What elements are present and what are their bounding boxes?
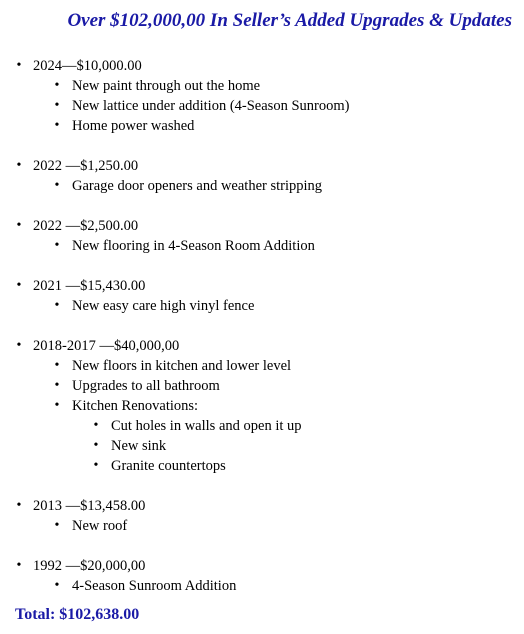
upgrade-item [0, 296, 524, 316]
year-entry [0, 276, 524, 316]
bullet-icon: • [54, 378, 60, 393]
renovation-detail-line [0, 456, 524, 476]
bullet-icon: • [54, 118, 60, 133]
bullet-icon: • [54, 178, 60, 193]
bullet-icon: • [54, 298, 60, 313]
bullet-icon: • [16, 558, 22, 573]
year-entry [0, 336, 524, 476]
upgrade-items-list [0, 236, 524, 256]
year-line [0, 556, 524, 576]
upgrade-item [0, 356, 524, 376]
year-line [0, 276, 524, 296]
upgrade-item [0, 236, 524, 256]
upgrade-items-list [0, 296, 524, 316]
upgrade-item-text: Kitchen Renovations: [72, 398, 199, 414]
upgrade-item [0, 96, 524, 116]
bullet-icon: • [54, 398, 60, 413]
bullet-icon: • [16, 338, 22, 353]
upgrade-item-line [0, 176, 524, 196]
year-entry [0, 156, 524, 196]
renovation-detail-text: New sink [111, 438, 167, 454]
page-title: Over $102,000,00 In Seller’s Added Upgrades & Updates [67, 10, 512, 31]
year-entry [0, 496, 524, 536]
upgrade-item-text: New easy care high vinyl fence [72, 298, 255, 314]
bullet-icon: • [93, 438, 99, 453]
upgrade-item-line [0, 356, 524, 376]
year-line [0, 216, 524, 236]
renovation-detail-line [0, 436, 524, 456]
year-cost-label: 2013 —$13,458.00 [33, 498, 146, 514]
year-entry [0, 56, 524, 136]
upgrade-item-line [0, 516, 524, 536]
renovation-details-list [0, 416, 524, 476]
year-line [0, 496, 524, 516]
upgrades-list-container [0, 56, 524, 616]
renovation-detail-item [0, 436, 524, 456]
bullet-icon: • [54, 78, 60, 93]
bullet-icon: • [16, 58, 22, 73]
year-cost-label: 2022 —$2,500.00 [33, 218, 139, 234]
upgrade-item [0, 376, 524, 396]
upgrade-item-text: New flooring in 4-Season Room Addition [72, 238, 315, 254]
upgrade-items-list [0, 176, 524, 196]
upgrade-item-text: New floors in kitchen and lower level [72, 358, 292, 374]
bullet-icon: • [16, 278, 22, 293]
renovation-detail-item [0, 416, 524, 436]
renovation-detail-line [0, 416, 524, 436]
year-entry [0, 556, 524, 596]
total-amount: Total: $102,638.00 [15, 606, 140, 623]
upgrade-item-line [0, 116, 524, 136]
upgrade-items-list [0, 356, 524, 476]
upgrade-item-line [0, 76, 524, 96]
upgrade-item-text: Garage door openers and weather stripping [72, 178, 323, 194]
upgrade-item-text: Upgrades to all bathroom [72, 378, 220, 394]
year-entry [0, 216, 524, 256]
bullet-icon: • [54, 98, 60, 113]
upgrades-list [0, 56, 524, 596]
upgrade-items-list [0, 516, 524, 536]
bullet-icon: • [16, 498, 22, 513]
year-line [0, 336, 524, 356]
upgrade-item-text: New paint through out the home [72, 78, 261, 94]
bullet-icon: • [93, 418, 99, 433]
upgrade-item-text: Home power washed [72, 118, 195, 134]
upgrade-item-line [0, 576, 524, 596]
upgrade-item [0, 396, 524, 476]
bullet-icon: • [54, 238, 60, 253]
upgrade-item-line [0, 96, 524, 116]
upgrade-item-text: New lattice under addition (4-Season Sunroom) [72, 98, 350, 114]
upgrade-item [0, 516, 524, 536]
year-cost-label: 1992 —$20,000,00 [33, 558, 146, 574]
year-cost-label: 2018-2017 —$40,000,00 [33, 338, 180, 354]
year-cost-label: 2022 —$1,250.00 [33, 158, 139, 174]
upgrade-item [0, 116, 524, 136]
upgrade-item-line [0, 396, 524, 416]
renovation-detail-text: Cut holes in walls and open it up [111, 418, 302, 434]
bullet-icon: • [54, 518, 60, 533]
upgrade-item-line [0, 376, 524, 396]
upgrade-item [0, 576, 524, 596]
year-cost-label: 2021 —$15,430.00 [33, 278, 146, 294]
year-line [0, 56, 524, 76]
upgrade-items-list [0, 76, 524, 136]
year-cost-label: 2024—$10,000.00 [33, 58, 142, 74]
upgrade-item-line [0, 296, 524, 316]
upgrade-item [0, 176, 524, 196]
upgrade-item-text: New roof [72, 518, 128, 534]
year-line [0, 156, 524, 176]
bullet-icon: • [16, 158, 22, 173]
renovation-detail-text: Granite countertops [111, 458, 226, 474]
upgrade-items-list [0, 576, 524, 596]
renovation-detail-item [0, 456, 524, 476]
bullet-icon: • [54, 578, 60, 593]
upgrade-item-text: 4-Season Sunroom Addition [72, 578, 237, 594]
bullet-icon: • [54, 358, 60, 373]
bullet-icon: • [16, 218, 22, 233]
upgrade-item-line [0, 236, 524, 256]
bullet-icon: • [93, 458, 99, 473]
upgrade-item [0, 76, 524, 96]
